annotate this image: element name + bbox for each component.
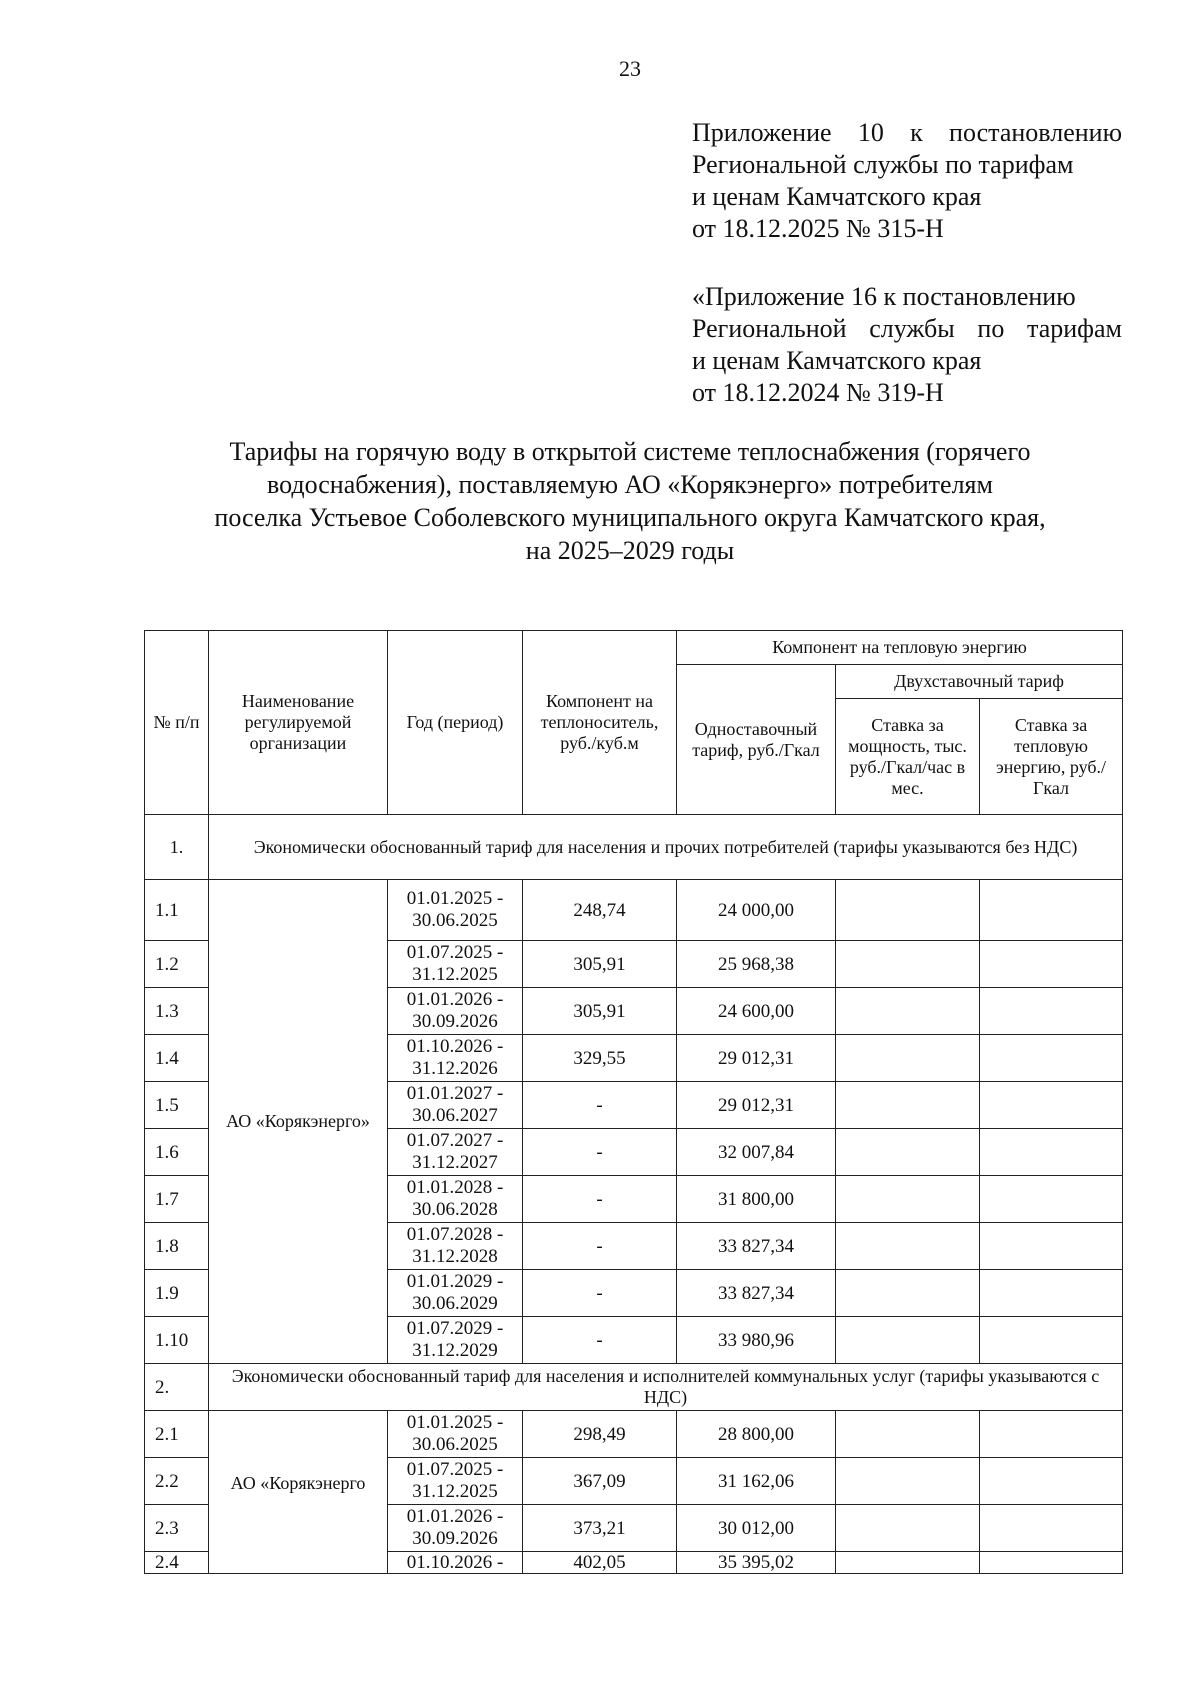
- row-energy-rate: [980, 1552, 1123, 1574]
- row-single-rate: 32 007,84: [677, 1129, 836, 1176]
- row-period: 01.01.2025 - 30.06.2025: [388, 880, 523, 941]
- row-period: 01.07.2027 - 31.12.2027: [388, 1129, 523, 1176]
- appendix-current-line: от 18.12.2025 № 315-Н: [692, 214, 944, 243]
- row-carrier: 305,91: [523, 988, 677, 1035]
- row-energy-rate: [980, 1223, 1123, 1270]
- row-single-rate: 33 827,34: [677, 1270, 836, 1317]
- section-num: 1.: [145, 815, 209, 880]
- row-single-rate: 25 968,38: [677, 941, 836, 988]
- appendix-current: [692, 117, 1122, 245]
- row-capacity-rate: [836, 1129, 980, 1176]
- row-capacity-rate: [836, 1035, 980, 1082]
- row-single-rate: 29 012,31: [677, 1035, 836, 1082]
- row-num: 1.3: [145, 988, 209, 1035]
- row-single-rate: 33 980,96: [677, 1317, 836, 1364]
- table-row: [145, 1411, 1123, 1458]
- row-single-rate: 31 800,00: [677, 1176, 836, 1223]
- row-period: 01.01.2028 - 30.06.2028: [388, 1176, 523, 1223]
- row-capacity-rate: [836, 1505, 980, 1552]
- row-energy-rate: [980, 1270, 1123, 1317]
- row-single-rate: 24 000,00: [677, 880, 836, 941]
- section-label: Экономически обоснованный тариф для населения и исполнителей коммунальных услуг (тарифы указываются с НДС): [209, 1364, 1123, 1411]
- row-num: 1.9: [145, 1270, 209, 1317]
- document-title: [140, 435, 1120, 567]
- appendix-original-line: и ценам Камчатского края: [692, 346, 982, 375]
- row-capacity-rate: [836, 1223, 980, 1270]
- section-row: [145, 815, 1123, 880]
- row-num: 2.1: [145, 1411, 209, 1458]
- row-energy-rate: [980, 941, 1123, 988]
- row-carrier: -: [523, 1129, 677, 1176]
- row-period: 01.01.2027 - 30.06.2027: [388, 1082, 523, 1129]
- row-single-rate: 24 600,00: [677, 988, 836, 1035]
- row-energy-rate: [980, 1035, 1123, 1082]
- row-carrier: -: [523, 1176, 677, 1223]
- row-energy-rate: [980, 1129, 1123, 1176]
- row-num: 1.10: [145, 1317, 209, 1364]
- row-capacity-rate: [836, 988, 980, 1035]
- row-single-rate: 35 395,02: [677, 1552, 836, 1574]
- row-num: 1.8: [145, 1223, 209, 1270]
- row-period: 01.10.2026 - 31.12.2026: [388, 1035, 523, 1082]
- row-num: 1.5: [145, 1082, 209, 1129]
- row-energy-rate: [980, 1411, 1123, 1458]
- row-carrier: 305,91: [523, 941, 677, 988]
- tariffs-table: [144, 630, 1123, 1574]
- appendix-current-line: Приложение 10 к постановлению: [692, 118, 1122, 147]
- row-carrier: 367,09: [523, 1458, 677, 1505]
- row-single-rate: 28 800,00: [677, 1411, 836, 1458]
- page-number: 23: [619, 56, 641, 81]
- row-carrier: 373,21: [523, 1505, 677, 1552]
- header-num: № п/п: [145, 631, 209, 815]
- row-carrier: -: [523, 1082, 677, 1129]
- row-period: 01.01.2029 - 30.06.2029: [388, 1270, 523, 1317]
- row-energy-rate: [980, 1505, 1123, 1552]
- row-num: 1.1: [145, 880, 209, 941]
- row-num: 1.7: [145, 1176, 209, 1223]
- row-period: 01.07.2025 - 31.12.2025: [388, 941, 523, 988]
- row-carrier: 402,05: [523, 1552, 677, 1574]
- appendix-original-line: Региональной службы по тарифам: [692, 314, 1122, 343]
- row-single-rate: 33 827,34: [677, 1223, 836, 1270]
- appendix-original: [692, 281, 1122, 409]
- row-single-rate: 30 012,00: [677, 1505, 836, 1552]
- organization-cell: АО «Корякэнерго»: [209, 880, 388, 1364]
- row-period: 01.01.2025 - 30.06.2025: [388, 1411, 523, 1458]
- row-num: 2.4: [145, 1552, 209, 1574]
- row-capacity-rate: [836, 1552, 980, 1574]
- section-num: 2.: [145, 1364, 209, 1411]
- row-period: 01.07.2025 - 31.12.2025: [388, 1458, 523, 1505]
- row-energy-rate: [980, 1317, 1123, 1364]
- row-carrier: 298,49: [523, 1411, 677, 1458]
- section-label: Экономически обоснованный тариф для населения и прочих потребителей (тарифы указываются без НДС): [209, 815, 1123, 880]
- row-energy-rate: [980, 1082, 1123, 1129]
- row-capacity-rate: [836, 1082, 980, 1129]
- header-heat-component: Компонент на тепловую энергию: [677, 631, 1123, 665]
- title-line: Тарифы на горячую воду в открытой системе теплоснабжения (горячего: [229, 437, 1031, 466]
- organization-cell: АО «Корякэнерго: [209, 1411, 388, 1574]
- header-period: Год (период): [388, 631, 523, 815]
- row-energy-rate: [980, 1458, 1123, 1505]
- row-period: 01.01.2026 - 30.09.2026: [388, 1505, 523, 1552]
- row-carrier: -: [523, 1317, 677, 1364]
- row-num: 1.6: [145, 1129, 209, 1176]
- header-capacity-rate: Ставка за мощность, тыс. руб./Гкал/час в мес.: [836, 699, 980, 815]
- row-period: 01.01.2026 - 30.09.2026: [388, 988, 523, 1035]
- row-carrier: 329,55: [523, 1035, 677, 1082]
- row-num: 1.4: [145, 1035, 209, 1082]
- table-row: [145, 880, 1123, 941]
- row-capacity-rate: [836, 941, 980, 988]
- row-carrier: 248,74: [523, 880, 677, 941]
- appendix-original-line: «Приложение 16 к постановлению: [692, 282, 1076, 311]
- header-single-rate: Одноставочный тариф, руб./Гкал: [677, 665, 836, 815]
- row-capacity-rate: [836, 1317, 980, 1364]
- row-capacity-rate: [836, 1411, 980, 1458]
- title-line: водоснабжения), поставляемую АО «Корякэнерго» потребителям: [267, 470, 993, 499]
- row-period: 01.07.2028 - 31.12.2028: [388, 1223, 523, 1270]
- appendix-original-line: от 18.12.2024 № 319-Н: [692, 378, 944, 407]
- row-single-rate: 29 012,31: [677, 1082, 836, 1129]
- row-energy-rate: [980, 988, 1123, 1035]
- row-single-rate: 31 162,06: [677, 1458, 836, 1505]
- row-period: 01.10.2026 -: [388, 1552, 523, 1574]
- header-organization: Наименование регулируемой организации: [209, 631, 388, 815]
- title-line: на 2025–2029 годы: [525, 536, 735, 565]
- header-two-rate: Двухставочный тариф: [836, 665, 1123, 699]
- row-period: 01.07.2029 - 31.12.2029: [388, 1317, 523, 1364]
- appendix-current-line: и ценам Камчатского края: [692, 182, 982, 211]
- row-num: 1.2: [145, 941, 209, 988]
- row-num: 2.2: [145, 1458, 209, 1505]
- header-energy-rate: Ставка за тепловую энергию, руб./Гкал: [980, 699, 1123, 815]
- row-carrier: -: [523, 1223, 677, 1270]
- section-row: [145, 1364, 1123, 1411]
- row-carrier: -: [523, 1270, 677, 1317]
- row-num: 2.3: [145, 1505, 209, 1552]
- row-capacity-rate: [836, 1270, 980, 1317]
- row-capacity-rate: [836, 1458, 980, 1505]
- row-capacity-rate: [836, 880, 980, 941]
- header-carrier-component: Компонент на теплоноситель, руб./куб.м: [523, 631, 677, 815]
- row-energy-rate: [980, 1176, 1123, 1223]
- title-line: поселка Устьевое Соболевского муниципального округа Камчатского края,: [214, 503, 1046, 532]
- row-energy-rate: [980, 880, 1123, 941]
- appendix-current-line: Региональной службы по тарифам: [692, 150, 1074, 179]
- row-capacity-rate: [836, 1176, 980, 1223]
